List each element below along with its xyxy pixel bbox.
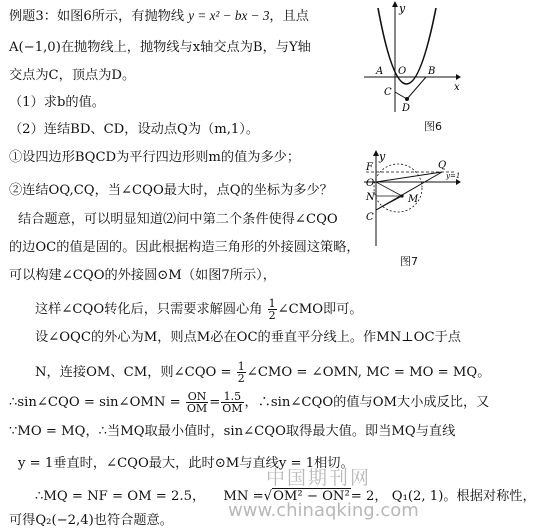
- fig6-label-o: O: [398, 66, 407, 77]
- fig6-segment-cd: [395, 92, 407, 99]
- fig7-segment-cm: [376, 196, 402, 210]
- fig7-label-f: F: [366, 162, 373, 173]
- problem-line-4: （1）求b的值。: [9, 95, 105, 110]
- figure-6-parabola: [362, 0, 461, 116]
- fig7-label-q: Q: [438, 160, 447, 171]
- problem-line-2: A(−1,0)在抛物线上，抛物线与x轴交点为B，与Y轴: [9, 40, 311, 55]
- fraction-15-om: $\frac{1.5}{OM}$: [222, 390, 243, 415]
- fig6-label-y: y: [399, 2, 406, 15]
- solution-line-3: 可以构建∠CQO的外接圆⊙M（如图7所示），: [9, 268, 276, 283]
- solution-line-7: ∴sin∠CQO = sin∠OMN = $\frac{ON}{OM}$ = $\frac{1.5}{OM}$ ，∴sin∠CQO的值与OM大小成反比，又: [9, 390, 490, 415]
- problem-line-7: ②连结OQ,CQ，当∠CQO最大时，点Q的坐标为多少？: [9, 183, 333, 198]
- fraction-one-half-2: $\frac{1}{2}$: [237, 360, 245, 385]
- figure-6-caption: 图6: [424, 120, 442, 133]
- fig6-label-d: D: [402, 103, 411, 114]
- fig6-y-arrow: [392, 1, 398, 7]
- figure-7-circle: [362, 150, 461, 250]
- fig6-label-x: x: [454, 82, 460, 93]
- fig6-vertex-d: [405, 97, 409, 101]
- figure-7-caption: 图7: [400, 255, 418, 268]
- solution-line-6: N，连接OM、CM，则∠CQO = $\frac{1}{2}$ ∠CMO = ∠OMN, MC = MO = MQ。: [35, 360, 491, 385]
- fig7-label-y: y: [379, 150, 386, 163]
- sqrt-symbol: √: [263, 489, 273, 504]
- solution-line-8: ∵MO = MQ，∴当MQ取最小值时，sin∠CQO取得最大值。即当MQ与直线: [9, 424, 456, 439]
- solution-line-1: 结合题意，可以明显知道⑵问中第二个条件使得∠CQO: [18, 212, 338, 227]
- watermark-chinese: 中国期刊网: [266, 467, 372, 489]
- fraction-one-half: $\frac{1}{2}$: [268, 297, 276, 322]
- fig7-label-o: O: [366, 178, 375, 189]
- solution-line-5: 设∠OQC的外心为M，则点M必在OC的垂直平分线上。作MN⊥OC于点: [35, 330, 461, 345]
- fig7-label-n: N: [366, 192, 375, 203]
- fig6-segment-db: [407, 77, 426, 99]
- fraction-on-om: $\frac{ON}{OM}$: [186, 390, 208, 415]
- fig7-center-m: [400, 194, 403, 197]
- fig7-segment-oq: [376, 172, 442, 182]
- fig7-label-m: M: [408, 194, 419, 205]
- solution-line-2: 的边OC的值是固的。因此根据构造三角形的外接圆这策略，: [9, 240, 360, 255]
- solution-line-4: 这样∠CQO转化后，只需要求解圆心角 $\frac{1}{2}$ ∠CMO即可。: [35, 297, 363, 322]
- problem-line-6: ①设四边形BQCD为平行四边形则m的值为多少；: [9, 150, 301, 165]
- solution-line-11: 可得Q₂(−2,4)也符合题意。: [9, 513, 173, 528]
- fig7-segment-om: [376, 182, 402, 196]
- fig7-label-y-equals-1: y=1: [446, 172, 461, 180]
- problem-line-3: 交点为C，顶点为D。: [9, 68, 136, 83]
- watermark-url: www.chinaqking.com: [228, 500, 419, 521]
- fig6-x-arrow: [456, 74, 461, 80]
- fig6-label-b: B: [428, 66, 436, 77]
- solution-line-10: ∴MQ = NF = OM = 2.5， MN =√OM² − ON²= 2， Q₁(2, 1)。根据对称性，: [35, 489, 536, 504]
- fig6-label-a: A: [376, 66, 384, 77]
- problem-line-5: （2）连结BD、CD，设动点Q为（m,1）。: [9, 122, 260, 137]
- fig6-label-c: C: [384, 87, 392, 98]
- point-q1: Q₁(2, 1): [391, 489, 444, 504]
- parabola-formula: y = x² − bx − 3: [188, 8, 270, 23]
- problem-line-1: 例题3：如图6所示，有抛物线 y = x² − bx − 3，且点: [9, 8, 309, 24]
- fig7-label-c: C: [366, 212, 374, 223]
- solution-line-9: y = 1垂直时，∠CQO最大，此时⊙M与直线y = 1相切。: [18, 456, 354, 471]
